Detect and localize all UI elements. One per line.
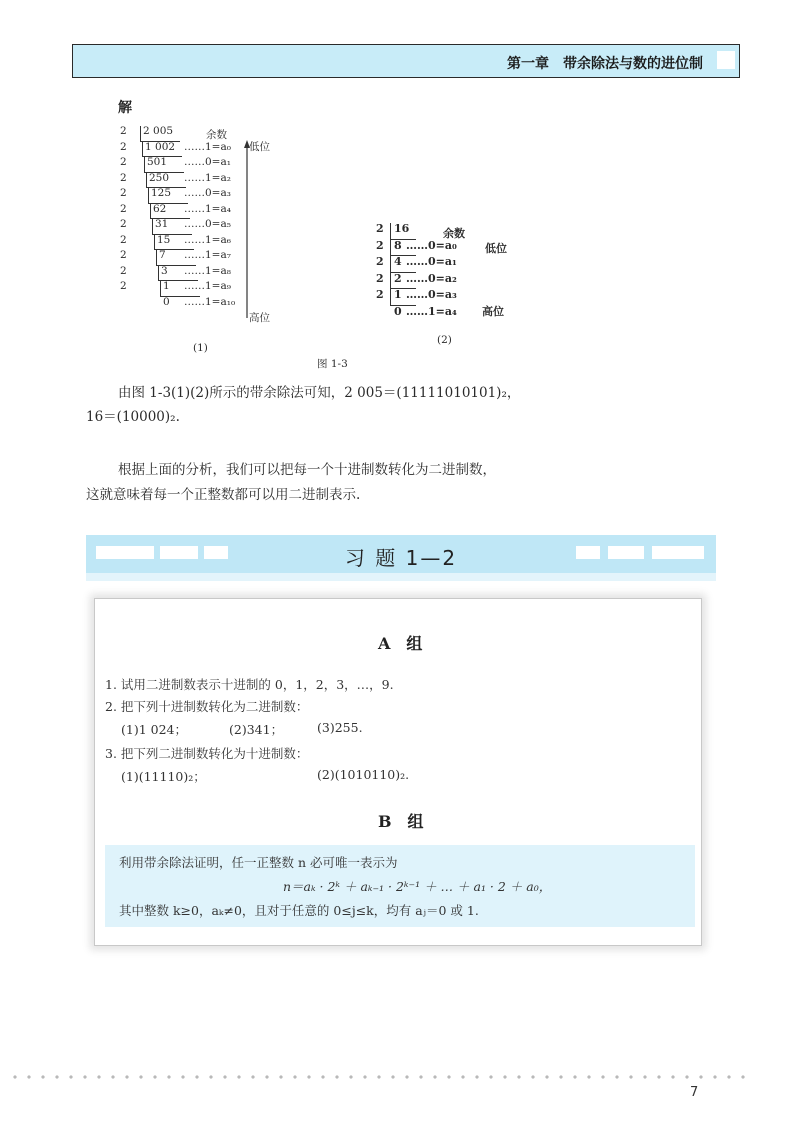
division-quotient: 15 (157, 233, 171, 246)
division-bracket-vertical (390, 289, 391, 305)
question-3-part-1: (1)(11110)₂； (121, 769, 206, 784)
exercise-title: 习 题 1—2 (344, 546, 458, 570)
division-bracket-vertical (390, 223, 391, 239)
figure1-remainder-header: 余数 (206, 129, 227, 141)
division-remainder: ……0=a₅ (184, 218, 231, 230)
division-quotient: 4 (394, 255, 402, 268)
division-bracket-vertical (154, 235, 155, 250)
question-3: 3. 把下列二进制数转化为十进制数： (105, 746, 309, 761)
group-b-line-3: 其中整数 k≥0，aₖ≠0，且对于任意的 0≤j≤k，均有 aⱼ＝0 或 1. (119, 903, 479, 918)
division-bracket-vertical (148, 188, 149, 203)
group-b-problem (105, 845, 695, 927)
question-2-part-2: (2)341； (229, 722, 284, 737)
division-quotient: 0 (163, 295, 170, 308)
group-b-formula: n＝aₖ · 2ᵏ ＋ aₖ₋₁ · 2ᵏ⁻¹ ＋ … ＋ a₁ · 2 ＋ a₀， (283, 879, 552, 894)
division-divisor: 2 (120, 280, 127, 292)
figure2-low-label: 低位 (485, 242, 507, 255)
division-remainder: ……0=a₂ (406, 271, 457, 285)
division-remainder: ……0=a₃ (406, 288, 457, 301)
division-quotient: 0 (394, 304, 402, 318)
division-remainder: ……1=a₁₀ (184, 295, 236, 308)
division-divisor: 2 (376, 255, 384, 268)
division-divisor: 2 (120, 233, 127, 246)
division-bracket-vertical (152, 219, 153, 234)
analysis-line-2: 这就意味着每一个正整数都可以用二进制表示. (86, 487, 361, 503)
division-remainder: ……1=a₈ (184, 264, 231, 277)
division-bracket-vertical (144, 157, 145, 172)
division-bracket-vertical (390, 273, 391, 289)
division-bracket-vertical (390, 240, 391, 256)
division-bracket-vertical (142, 142, 143, 157)
division-divisor: 2 (120, 264, 127, 277)
solution-label: 解 (118, 100, 132, 116)
division-bracket-vertical (140, 126, 141, 141)
figure1-direction-arrow (243, 140, 251, 318)
division-remainder: ……1=a₄ (184, 202, 231, 215)
division-quotient: 1 (163, 280, 170, 292)
division-remainder: ……1=a₀ (184, 140, 231, 153)
conclusion-line-1: 由图 1-3(1)(2)所示的带余除法可知，2 005＝(11111010101)₂， (118, 385, 521, 401)
division-quotient: 1 (394, 288, 402, 301)
exercise-banner (86, 535, 716, 573)
division-remainder: ……0=a₀ (406, 238, 457, 252)
division-quotient: 1 002 (145, 140, 176, 153)
header-corner-mark (717, 51, 735, 69)
division-remainder: ……1=a₇ (184, 249, 231, 261)
division-remainder: ……1=a₄ (406, 304, 457, 318)
analysis-line-1: 根据上面的分析，我们可以把每一个十进制数转化为二进制数， (118, 462, 496, 478)
division-divisor: 2 (376, 271, 384, 285)
group-a-heading: A 组 (378, 634, 423, 653)
figure-caption: 图 1-3 (317, 358, 348, 370)
division-divisor: 2 (120, 125, 127, 137)
division-remainder: ……1=a₂ (184, 171, 231, 184)
page-number: 7 (690, 1085, 699, 1100)
division-divisor: 2 (120, 218, 127, 230)
division-remainder: ……0=a₁ (406, 255, 457, 268)
figure2-high-label: 高位 (482, 305, 504, 318)
division-bracket-vertical (390, 256, 391, 272)
division-bracket-vertical (158, 266, 159, 281)
division-quotient: 16 (394, 222, 410, 235)
division-divisor: 2 (120, 202, 127, 215)
division-divisor: 2 (376, 288, 384, 301)
exercise-box (94, 598, 702, 946)
figure1-low-label: 低位 (249, 141, 270, 153)
group-b-heading: B 组 (378, 812, 424, 831)
division-remainder: ……1=a₉ (184, 280, 231, 292)
division-quotient: 2 (394, 271, 402, 285)
question-2-part-3: (3)255. (317, 720, 363, 735)
division-divisor: 2 (120, 249, 127, 261)
division-bracket-vertical (156, 250, 157, 265)
division-bracket-vertical (150, 204, 151, 219)
division-divisor: 2 (120, 187, 127, 199)
question-1: 1. 试用二进制数表示十进制的 0，1，2，3，…，9. (105, 677, 394, 692)
division-remainder: ……0=a₃ (184, 187, 231, 199)
division-divisor: 2 (376, 238, 384, 252)
division-bracket-vertical (160, 281, 161, 296)
figure1-caption: (1) (193, 342, 208, 354)
division-bracket-vertical (146, 173, 147, 188)
division-quotient: 31 (155, 218, 169, 230)
conclusion-line-2: 16＝(10000)₂. (86, 409, 180, 425)
chapter-header (72, 44, 740, 78)
division-divisor: 2 (120, 156, 127, 168)
division-quotient: 501 (147, 156, 168, 168)
division-quotient: 7 (159, 249, 166, 261)
division-quotient: 2 005 (143, 125, 174, 137)
division-quotient: 125 (151, 187, 172, 199)
footer-dotted-rule (8, 1074, 748, 1080)
division-remainder: ……0=a₁ (184, 156, 231, 168)
division-quotient: 62 (153, 202, 167, 215)
figure1-high-label: 高位 (249, 312, 270, 324)
question-2-part-1: (1)1 024； (121, 722, 187, 737)
figure2-remainder-header: 余数 (443, 227, 465, 240)
division-divisor: 2 (376, 222, 384, 235)
division-divisor: 2 (120, 171, 127, 184)
division-quotient: 3 (161, 264, 168, 277)
division-figure-1 (120, 125, 290, 340)
group-b-line-1: 利用带余除法证明，任一正整数 n 必可唯一表示为 (119, 855, 398, 870)
figure2-caption: (2) (437, 334, 452, 346)
division-divisor: 2 (120, 140, 127, 153)
division-quotient: 8 (394, 238, 402, 252)
chapter-title: 第一章 带余除法与数的进位制 (507, 56, 703, 72)
division-remainder: ……1=a₆ (184, 233, 231, 246)
division-quotient: 250 (149, 171, 170, 184)
question-3-part-2: (2)(1010110)₂. (317, 767, 410, 782)
question-2: 2. 把下列十进制数转化为二进制数： (105, 699, 309, 714)
exercise-banner-shadow (86, 573, 716, 581)
